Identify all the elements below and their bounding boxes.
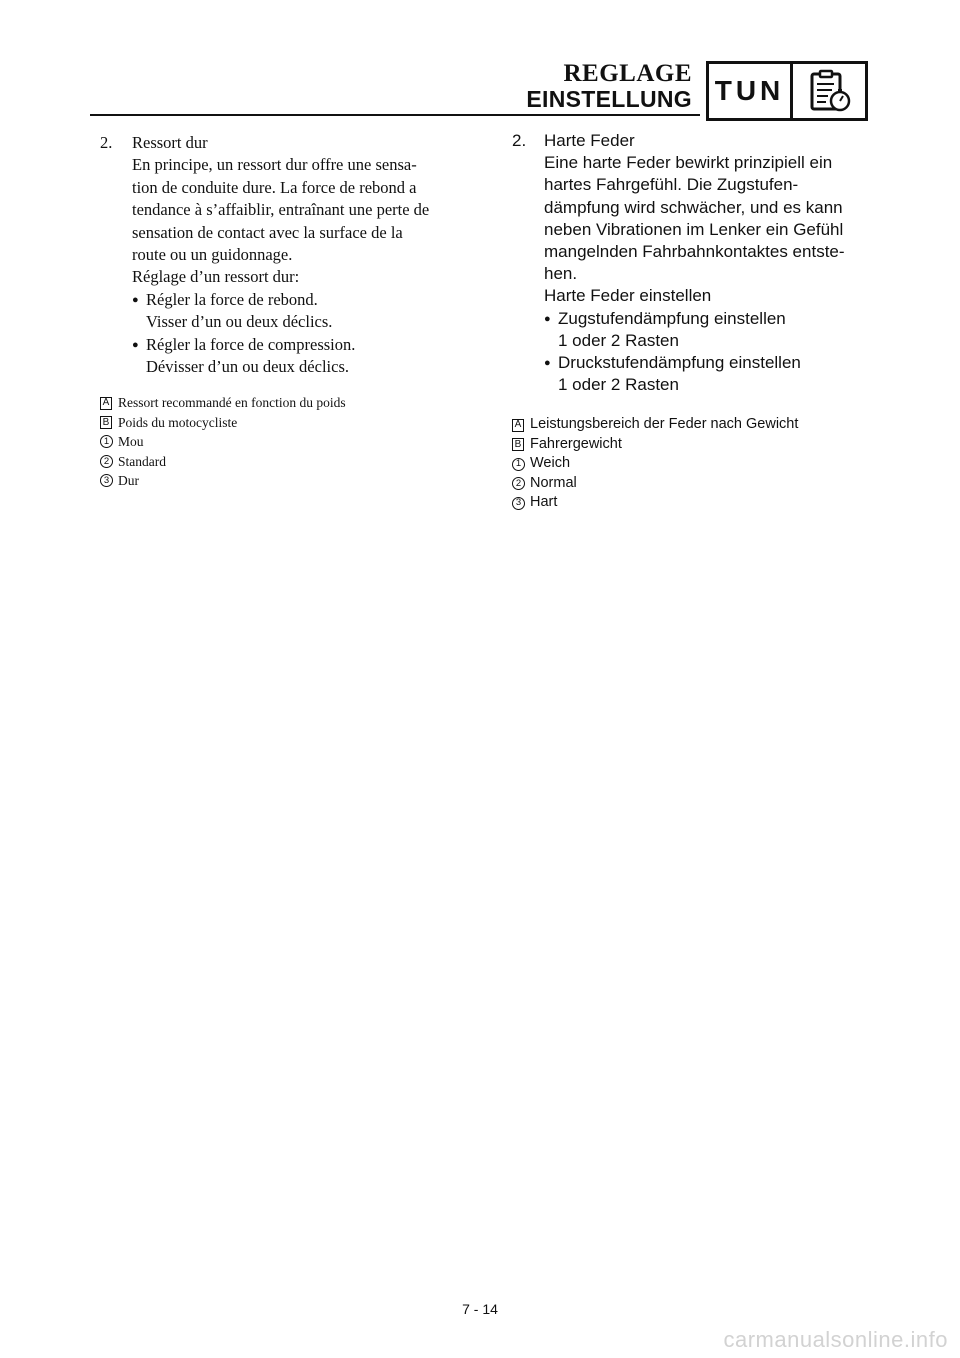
german-column (512, 130, 868, 513)
legend-text: Leistungsbereich der Feder nach Gewicht (530, 416, 799, 433)
legend-item (100, 452, 460, 471)
legend-marker-box: B (512, 438, 524, 451)
legend-text: Ressort recommandé en fonction du poids (118, 395, 346, 411)
legend-text: Mou (118, 434, 144, 450)
legend-marker-circle: 3 (100, 474, 113, 487)
page-title-de: EINSTELLUNG (526, 86, 692, 112)
figure-legend (512, 415, 868, 513)
legend-marker-box: A (100, 397, 112, 410)
paragraph-line: hen. (544, 264, 578, 284)
bullet-text: Zugstufendämpfung einstellen (558, 308, 786, 328)
legend-item (100, 432, 460, 451)
bullet-subtext: Visser d’un ou deux déclics. (146, 312, 333, 332)
bullet-item (512, 308, 868, 330)
legend-item (512, 415, 868, 435)
legend-text: Standard (118, 453, 166, 469)
paragraph-line: Eine harte Feder bewirkt prinzipiell ein (544, 153, 833, 173)
legend-item (100, 393, 460, 412)
paragraph-line: dämpfung wird schwächer, und es kann (544, 197, 843, 217)
bullet-text: Régler la force de rebond. (146, 289, 318, 309)
bullet-subtext: Dévisser d’un ou deux déclics. (146, 357, 349, 377)
legend-marker-circle: 1 (100, 435, 113, 448)
item-heading (100, 132, 460, 154)
bullet-text: Druckstufendämpfung einstellen (558, 353, 801, 373)
legend-item (512, 435, 868, 455)
item-title: Ressort dur (132, 133, 208, 152)
legend-text: Normal (530, 474, 577, 491)
adjust-label: Réglage d’un ressort dur: (132, 267, 300, 287)
header-rule (90, 114, 700, 116)
paragraph-line: route ou un guidonnage. (132, 245, 293, 265)
legend-item (100, 471, 460, 490)
item-number: 2. (512, 131, 527, 150)
item-paragraph (100, 154, 460, 266)
paragraph-line: tendance à s’affaiblir, entraînant une perte de (132, 200, 430, 220)
figure-legend (100, 393, 460, 490)
legend-item (512, 493, 868, 513)
bullet-icon: ● (132, 338, 139, 351)
legend-item (100, 413, 460, 432)
legend-marker-box: A (512, 419, 524, 432)
bullet-subtext: 1 oder 2 Rasten (558, 375, 679, 395)
bullet-icon: ● (544, 357, 551, 370)
item-title: Harte Feder (544, 131, 635, 150)
legend-item (512, 454, 868, 474)
page-number: 7 - 14 (462, 1301, 498, 1317)
legend-item (512, 474, 868, 494)
legend-marker-circle: 1 (512, 458, 525, 471)
legend-text: Fahrergewicht (530, 435, 622, 452)
bullet-subtext: 1 oder 2 Rasten (558, 330, 679, 350)
legend-marker-box: B (100, 416, 112, 429)
item-number: 2. (100, 133, 113, 152)
legend-text: Dur (118, 473, 139, 489)
bullet-item (100, 289, 460, 311)
clipboard-stopwatch-icon (793, 64, 865, 118)
paragraph-line: tion de conduite dure. La force de rebond a (132, 177, 417, 197)
item-paragraph (512, 152, 868, 285)
legend-text: Poids du motocycliste (118, 414, 238, 430)
paragraph-line: sensation de contact avec la surface de la (132, 222, 403, 242)
bullet-item (512, 352, 868, 374)
bullet-icon: ● (544, 312, 551, 325)
section-badge (706, 61, 868, 121)
item-heading (512, 130, 868, 152)
paragraph-line: hartes Fahrgefühl. Die Zugstufen- (544, 175, 799, 195)
paragraph-line: neben Vibrationen im Lenker ein Gefühl (544, 219, 844, 239)
page-title-fr: REGLAGE (563, 60, 692, 87)
bullet-icon: ● (132, 293, 139, 306)
legend-text: Hart (530, 494, 558, 511)
legend-marker-circle: 2 (512, 477, 525, 490)
french-column (100, 132, 460, 491)
bullet-item (100, 334, 460, 356)
watermark: carmanualsonline.info (723, 1327, 948, 1352)
adjust-label: Harte Feder einstellen (544, 286, 712, 306)
legend-marker-circle: 3 (512, 497, 525, 510)
legend-text: Weich (530, 455, 571, 472)
bullet-text: Régler la force de compression. (146, 334, 356, 354)
paragraph-line: mangelnden Fahrbahnkontaktes entste- (544, 242, 845, 262)
paragraph-line: En principe, un ressort dur offre une sensa- (132, 155, 417, 175)
section-code: TUN (709, 64, 793, 118)
legend-marker-circle: 2 (100, 455, 113, 468)
